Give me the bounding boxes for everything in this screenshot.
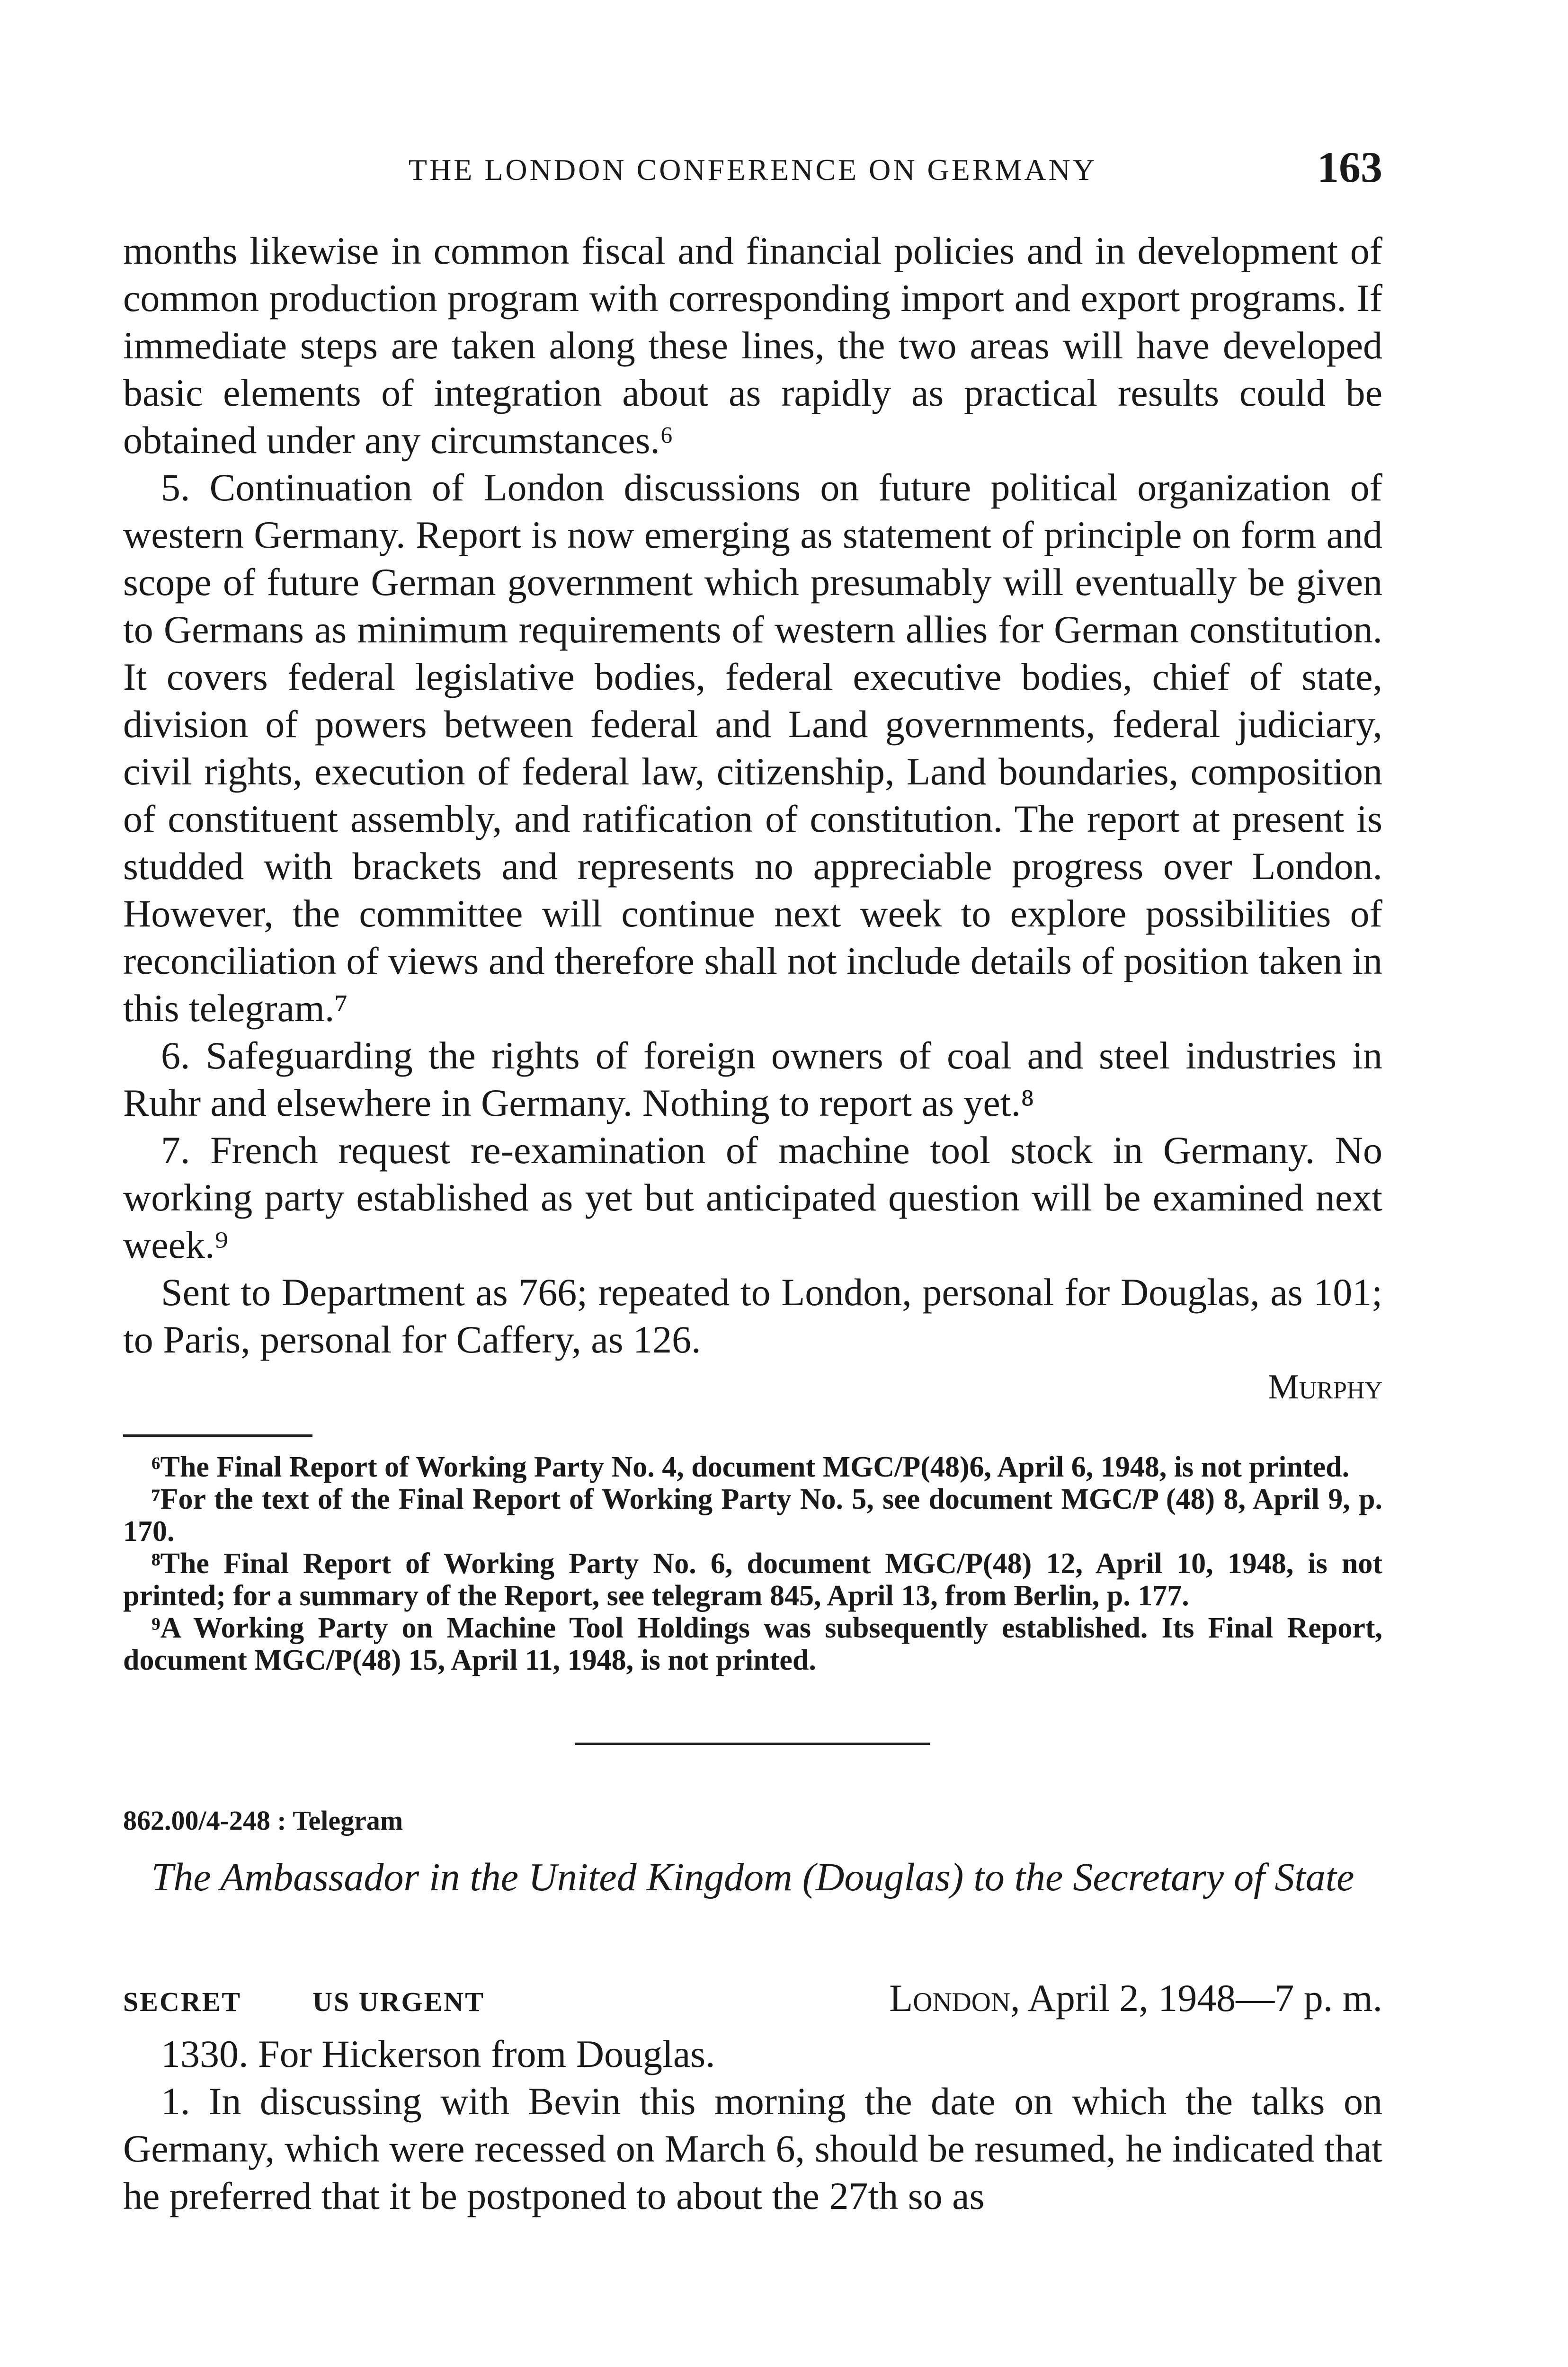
signature: Murphy [1267,1368,1382,1406]
paragraph-item-7: 7. French request re-examination of machine tool stock in Germany. No working party established as yet but anticipated question will be examined next week.⁹ [123,1129,1382,1266]
classification-secret: SECRET [123,1986,242,2017]
footnote-7: ⁷For the text of the Final Report of Working Party No. 5, see document MGC/P (48) 8, April 9, p. 170. [123,1483,1382,1548]
footnote-6: ⁶The Final Report of Working Party No. 4, document MGC/P(48)6, April 6, 1948, is not printed. [151,1451,1350,1483]
classification [123,1978,485,2026]
dateline-date: April 2, 1948—7 p. m. [1027,1976,1382,2020]
page-number: 163 [1317,143,1382,191]
classification-urgent: US URGENT [312,1986,485,2017]
main-text [123,227,1382,2220]
footnote-8: ⁸The Final Report of Working Party No. 6, document MGC/P(48) 12, April 10, 1948, is not printed; for a summary of the Report, see telegram 845, April 13, from Berlin, p. 177. [123,1548,1382,1612]
footnotes [123,1451,1382,1676]
file-reference: 862.00/4-248 : Telegram [123,1805,403,1836]
footnote-9: ⁹A Working Party on Machine Tool Holdings was subsequently established. Its Final Report, document MGC/P(48) 15, April 11, 1948, is not printed. [123,1612,1382,1676]
dateline-row [123,1975,1382,2026]
dateline-place: London, [889,1976,1020,2020]
running-title: THE LONDON CONFERENCE ON GERMANY [408,153,1097,187]
paragraph-item-5: 5. Continuation of London discussions on future political organization of western Germany. Report is now emerging as statement of principle on form and scope of future German government which presumably will eventually be given to Germans as minimum requirements of western allies for German constitution. It covers federal legislative bodies, federal executive bodies, chief of state, division of powers between federal and Land governments, federal judiciary, civil rights, execution of federal law, citizenship, Land boundaries, composition of constituent assembly, and ratification of constitution. The report at present is studded with brackets and represents no appreciable progress over London. However, the committee will continue next week to explore possibilities of reconciliation of views and therefore shall not include details of position taken in this telegram.⁷ [123,466,1382,1030]
footnote-divider [123,1434,312,1437]
telegram-paragraph-1: 1. In discussing with Bevin this morning the date on which the talks on Germany, which were recessed on March 6, should be resumed, he indicated that he preferred that it be postponed to about the 27th so as [123,2080,1382,2217]
telegram-paragraph-intro: 1330. For Hickerson from Douglas. [161,2032,715,2075]
paragraph-continuation: months likewise in common fiscal and financial policies and in development of common production program with corresponding import and export programs. If immediate steps are taken along these lines, the two areas will have developed basic elements of integration about as rapidly as practical results could be obtained under any circumstances.⁶ [123,229,1382,462]
document-title: The Ambassador in the United Kingdom (Douglas) to the Secretary of State [151,1855,1354,1899]
paragraph-item-6: 6. Safeguarding the rights of foreign owners of coal and steel industries in Ruhr and elsewhere in Germany. Nothing to report as yet.⁸ [123,1034,1382,1124]
dateline [889,1975,1382,2022]
paragraph-routing: Sent to Department as 766; repeated to London, personal for Douglas, as 101; to Paris, personal for Caffery, as 126. [123,1271,1382,1361]
section-divider [575,1743,930,1745]
page-header [123,142,1382,199]
